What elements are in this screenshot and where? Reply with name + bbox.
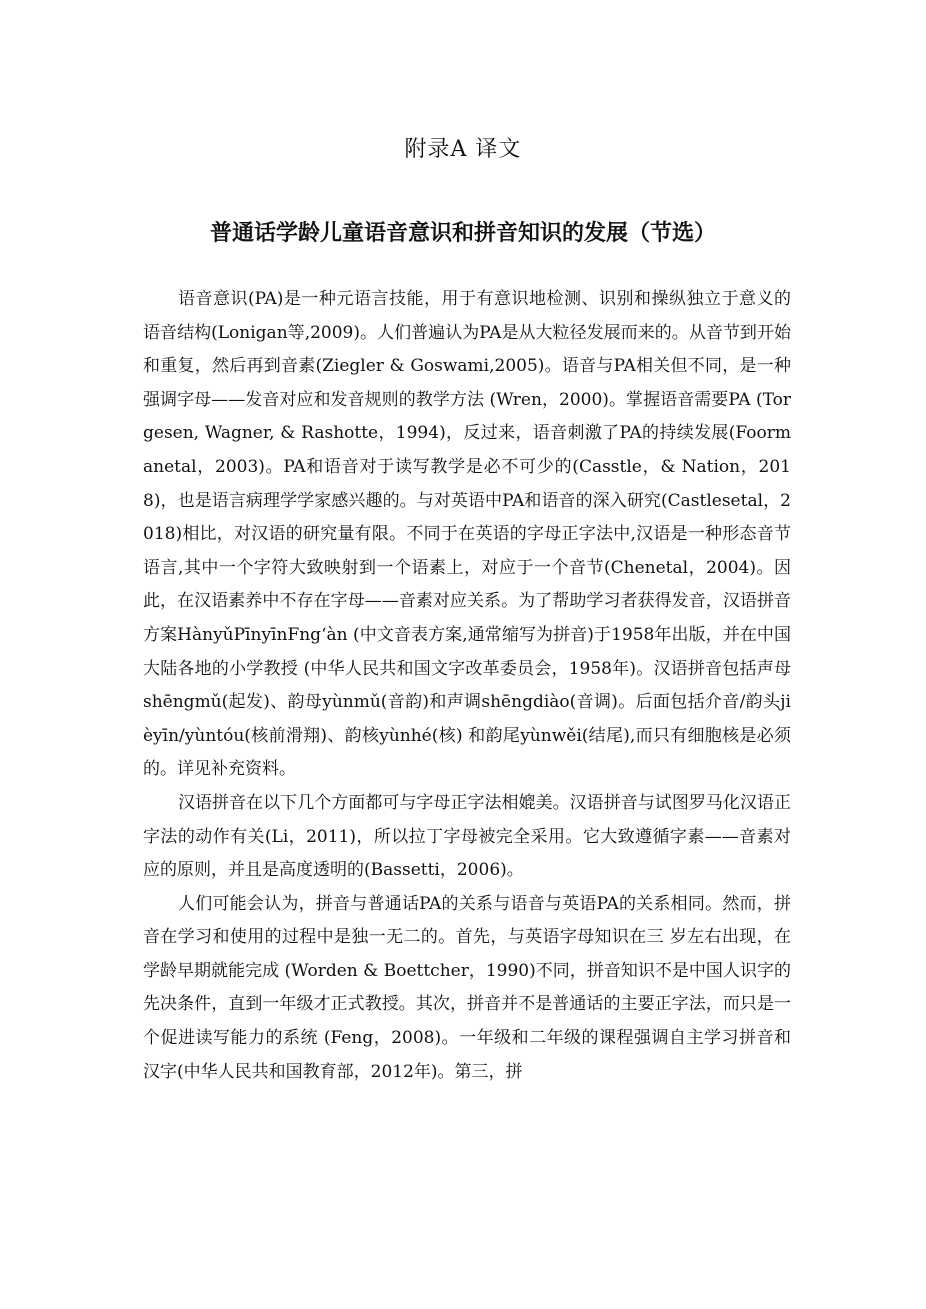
paragraph-2: 汉语拼音在以下几个方面都可与字母正字法相媲美。汉语拼音与试图罗马化汉语正字法的动作有关(Li，2011)，所以拉丁字母被完全采用。它大致遵循字素——音素对应的原则，并且是高度透明的(Bassetti，2006)。 [143,792,791,881]
paragraph-3: 人们可能会认为，拼音与普通话PA的关系与语音与英语PA的关系相同。然而，拼音在学习和使用的过程中是独一无二的。首先，与英语字母知识在三 岁左右出现，在学龄早期就能完成 (Worden & Boettcher，1990)不同，拼音知识不是中国人识字的先决条件，直到一年级才正式教授。其次，拼音并不是普通话的主要正字法，而只是一个促进读写能力的系统 (Feng，2008)。一年级和二年级的课程强调自主学习拼音和汉字(中华人民共和国教育部，2012年)。第三，拼 [143,893,791,1082]
document-title: 普通话学龄儿童语音意识和拼音知识的发展（节选） [209,220,716,246]
body-text [143,283,791,1089]
paragraph-1: 语音意识(PA)是一种元语言技能，用于有意识地检测、识别和操纵独立于意义的语音结构(Lonigan等,2009)。人们普遍认为PA是从大粒径发展而来的。从音节到开始和重复，然后再到音素(Ziegler & Goswami,2005)。语音与PA相关但不同，是一种强调字母——发音对应和发音规则的教学方法 (Wren，2000)。掌握语音需要PA (Torgesen, Wagner, & Rashotte，1994)，反过来，语音刺激了PA的持续发展(Foormanetal，2003)。PA和语音对于读写教学是必不可少的(Casstle，& Nation，2018)，也是语言病理学学家感兴趣的。与对英语中PA和语音的深入研究(Castlesetal，2018)相比，对汉语的研究量有限。不同于在英语的字母正字法中,汉语是一种形态音节语言,其中一个字符大致映射到一个语素上，对应于一个音节(Chenetal，2004)。因此，在汉语素养中不存在字母——音素对应关系。为了帮助学习者获得发音，汉语拼音方案HànyǔPīnyīnFng‘àn (中文音表方案,通常缩写为拼音)于1958年出版，并在中国大陆各地的小学教授 (中华人民共和国文字改革委员会，1958年)。汉语拼音包括声母shēngmǔ(起发)、韵母yùnmǔ(音韵)和声调shēngdiào(音调)。后面包括介音/韵头jièyīn/yùntóu(核前滑翔)、韵核yùnhé(核) 和韵尾yùnwěi(结尾),而只有细胞核是必须的。详见补充资料。 [143,289,791,780]
appendix-title: 附录A 译文 [404,137,522,162]
